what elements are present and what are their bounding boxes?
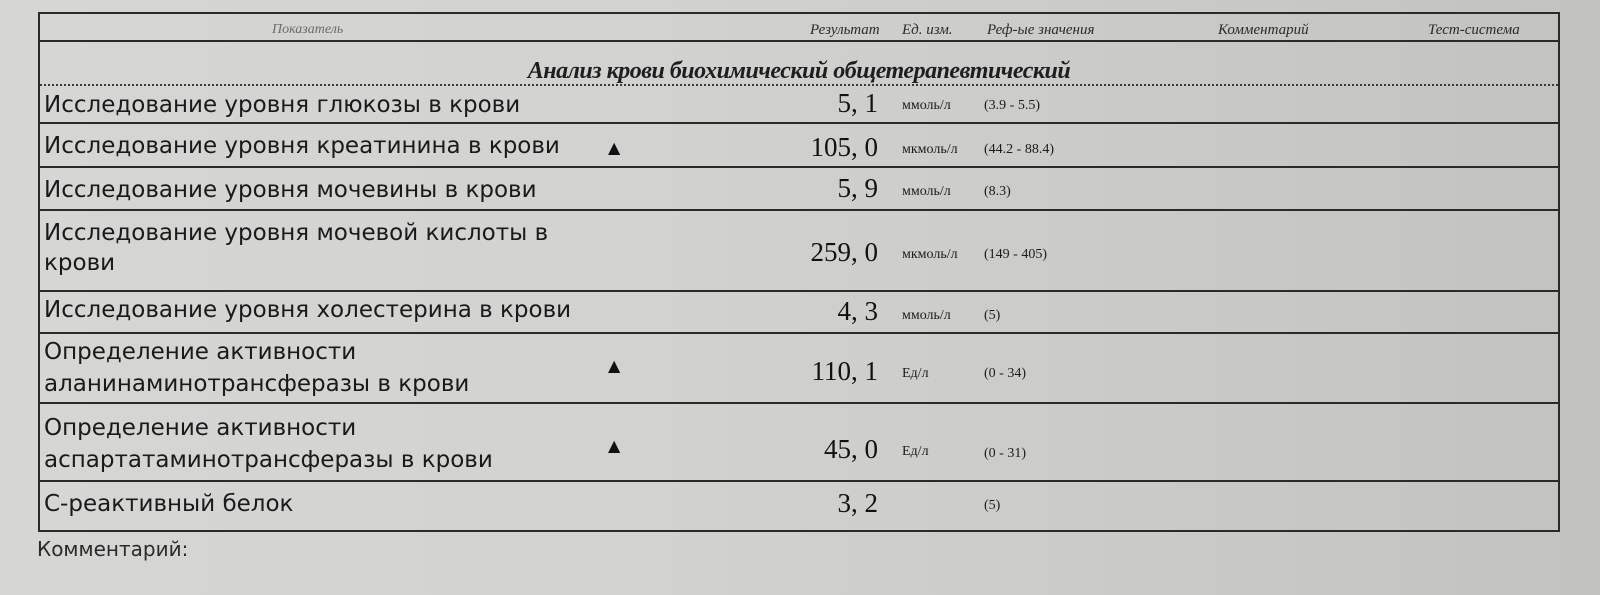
table-row	[40, 334, 1558, 406]
row-name: Исследование уровня холестерина в крови	[44, 297, 572, 323]
header-result: Результат	[810, 22, 880, 38]
header-comment: Комментарий	[1218, 22, 1309, 38]
row-unit: мкмоль/л	[902, 142, 958, 157]
row-result: 5, 1	[837, 88, 878, 118]
header-indicator: Показатель	[272, 22, 344, 37]
high-flag-icon: ▲	[608, 436, 621, 455]
row-name-line2: крови	[44, 250, 116, 276]
row-result: 3, 2	[837, 488, 878, 518]
header-test-system: Тест-система	[1428, 22, 1520, 38]
high-flag-icon: ▲	[608, 356, 621, 375]
row-result: 105, 0	[810, 132, 878, 162]
row-reference: (0 - 31)	[984, 446, 1026, 461]
row-reference: (8.3)	[984, 184, 1011, 199]
row-reference: (0 - 34)	[984, 366, 1026, 381]
row-name-line1: Определение активности	[44, 339, 357, 365]
row-result: 45, 0	[824, 434, 878, 464]
row-unit: мкмоль/л	[902, 247, 958, 262]
row-reference: (149 - 405)	[984, 247, 1047, 262]
row-result: 5, 9	[837, 173, 878, 203]
row-unit: Ед/л	[902, 444, 929, 459]
row-reference: (5)	[984, 308, 1001, 323]
header-reference: Реф-ые значения	[987, 22, 1095, 38]
results-table	[38, 12, 1560, 532]
table-row	[40, 168, 1558, 210]
row-unit: ммоль/л	[902, 98, 951, 113]
row-name: С-реактивный белок	[44, 491, 294, 517]
row-reference: (5)	[984, 498, 1001, 513]
table-row	[40, 404, 1558, 482]
row-reference: (44.2 - 88.4)	[984, 142, 1054, 157]
high-flag-icon: ▲	[608, 138, 621, 157]
row-name-line1: Определение активности	[44, 415, 357, 441]
table-header	[40, 14, 1558, 42]
row-unit: ммоль/л	[902, 308, 951, 323]
row-result: 4, 3	[837, 296, 878, 326]
section-title: Анализ крови биохимический общетерапевтический	[527, 58, 1071, 84]
row-name-line2: аспартатаминотрансферазы в крови	[44, 447, 493, 473]
row-result: 259, 0	[810, 237, 878, 267]
table-row	[40, 482, 1558, 532]
row-name: Исследование уровня креатинина в крови	[44, 133, 560, 159]
row-name: Исследование уровня глюкозы в крови	[44, 92, 521, 118]
table-row	[40, 292, 1558, 336]
row-unit: Ед/л	[902, 366, 929, 381]
row-name: Исследование уровня мочевины в крови	[44, 177, 537, 203]
row-name-line2: аланинаминотрансферазы в крови	[44, 371, 470, 397]
row-unit: ммоль/л	[902, 184, 951, 199]
table-row	[40, 211, 1558, 289]
header-unit: Ед. изм.	[902, 22, 953, 38]
table-row	[40, 86, 1558, 124]
row-name-line1: Исследование уровня мочевой кислоты в	[44, 220, 549, 246]
comment-label: Комментарий:	[37, 537, 189, 561]
row-reference: (3.9 - 5.5)	[984, 98, 1040, 113]
table-row	[40, 124, 1558, 168]
row-result: 110, 1	[811, 356, 878, 386]
